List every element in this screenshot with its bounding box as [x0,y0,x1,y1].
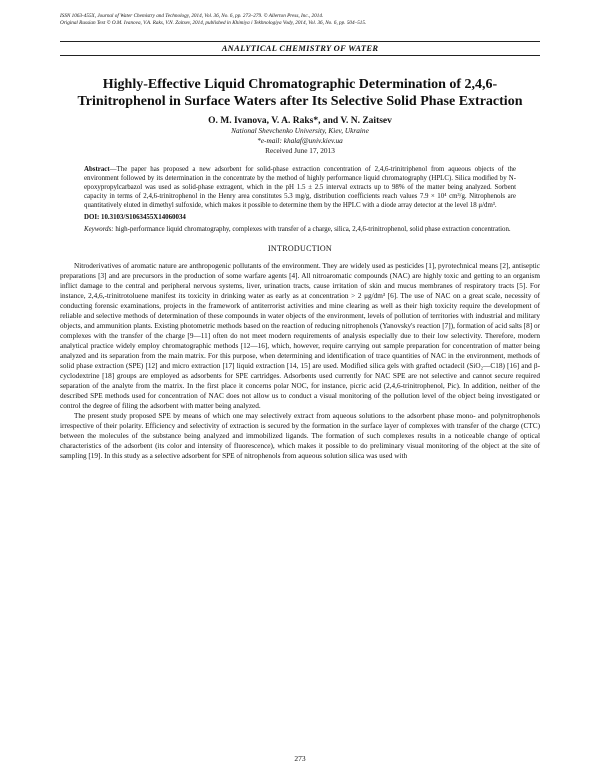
section-title: ANALYTICAL CHEMISTRY OF WATER [60,41,540,56]
abstract-text: —The paper has proposed a new adsorbent for solid-phase extraction concentration of 2,4,6-trinitriphenol from aqueous objects of the environment followed by its determination in the concentrate by the method of highly performance liquid chromatography (HPLC). Silica modified by N-epoxypropylcarbazol was used as solid-phase extragent, which in the pH 1.5 ± 2.5 interval extracts up to 98% of the matter being analyzed. Sorbent capacity in terms of 2,4,6-trinitrophenol in the Henry area constitutes 5.3 mg/g, distribution coefficients reach values 7.9 × 10⁴ cm³/g. Nitrophenols are quantitatively eluted in dimethyl sulfoxide, which makes it possible to determine them by the HPLC with a diode array detector at the level 18 μ/dm³. [84,166,516,209]
abstract [84,166,516,211]
doi: DOI: 10.3103/S1063455X14060034 [84,213,186,221]
keywords-label: Keywords: [84,225,114,233]
introduction-heading: INTRODUCTION [267,244,333,254]
original-text-line: Original Russian Text © O.M. Ivanova, V.A. Raks, V.N. Zaitsev, 2014, published in Khimiya i Tekhnologiya Vody, 2014, Vol. 36, No. 6, pp. 504–515. [60,20,367,26]
authors: O. M. Ivanova, V. A. Raks*, and V. N. Zaitsev [208,116,392,126]
email: *e-mail: khalaf@univ.kiev.ua [257,136,343,145]
affiliation: National Shevchenko University, Kiev, Ukraine [231,126,369,135]
abstract-label: Abstract [84,166,110,173]
page-number: 273 [294,754,306,763]
paragraph: Nitroderivatives of aromatic nature are anthropogenic pollutants of the environment. They are widely used as pesticides [1], pyrotechnical means [2], antiseptic preparations [3] and are precursors in the production of some warfare agents [4]. All nitroaromatic compounds (NAC) are highly toxic and getting to an organism inflict damage to the central and peripheral nervous systems, liver, urination tracts, cause irritation of skin and mucus membranes of respiratory tracts [5]. For instance, 2,4,6,-trinitrotoluene manifest its toxicity in drinking water as early as at concentration > 2 μg/dm³ [6]. The use of NAC on a great scale, necessity of conducting forensic examinations, projects in the framework of antiterrorist activities and mine clearing as well as their high toxicity require the development of reliable and selective methods of determination of these compounds in water objects of the environment, levels of pollution of territories with industrial and military objects, and ammunition plants. Existing photometric methods based on the reaction of reducing nitrophenols (Yanovsky's reaction [7]), formation of acid salts [8] or complexes with the transfer of the charge [9—11] often do not meet modern requirements of analysis especially due to their low selectivity. Therefore, modern analytical practice widely employ chromatographic methods [12—16], which, however, require carrying out sample preparation for concentration of matter being analyzed and its separation from the main matrix. For this purpose, when determining and identification of trace quantities of NAC in the environment, methods of solid phase extraction (SPE) [12] and micro extraction [17] liquid extraction [14, 15] are used. Modified silica gels with grafted octadecil (SiO₂—C18) [16] and β-cyclodextrine [18] groups are employed as adsorbents for SPE cartridges. Adsorbents used currently for NAC SPE are not selective and cannot secure required separation of the analyte from the matrix. In the first place it concerns polar NOC, for instance, picric acid (2,4,6-trinitrophenol, Pic). In addition, neither of the described SPE methods used for concentration of NAC does not allow us to conduct a visual monitoring of the pollution level of the object being investigated or control the degree of filing the adsorbent with matter being analyzed. [60,262,540,411]
body-text [60,261,540,461]
received-date: Received June 17, 2013 [265,146,335,155]
paragraph: The present study proposed SPE by means of which one may selectively extract from aqueous solutions to the adsorbent phase mono- and polynitrophenols irrespective of their polarity. Efficiency and selectivity of extraction is secured by the formation in the surface layer of complexes with transfer of the charge (CTC) between the molecules of the substance being analyzed and immobilized ligands. The formation of such complexes results in a noticeable change of optical characteristics of the adsorbent (its color and intensity of fluorescence), which makes it possible to do preliminary visual monitoring of the object at the site of sampling [19]. In this study as a selective adsorbent for SPE of nitrophenols from aqueous solution silica was used with [60,412,540,461]
keywords-text: high-performance liquid chromatography, complexes with transfer of a charge, silica, 2,4,6-trinitrophenol, solid phase extraction concentration. [113,225,511,233]
article-title: Highly-Effective Liquid Chromatographic Determination of 2,4,6-Trinitrophenol in Surface Waters after Its Selective Solid Phase Extraction [77,77,523,109]
keywords [84,226,516,235]
journal-header-line: ISSN 1063-455X, Journal of Water Chemistry and Technology, 2014, Vol. 36, No. 6, pp. 273–279. © Allerton Press, Inc., 2014. [60,13,324,19]
